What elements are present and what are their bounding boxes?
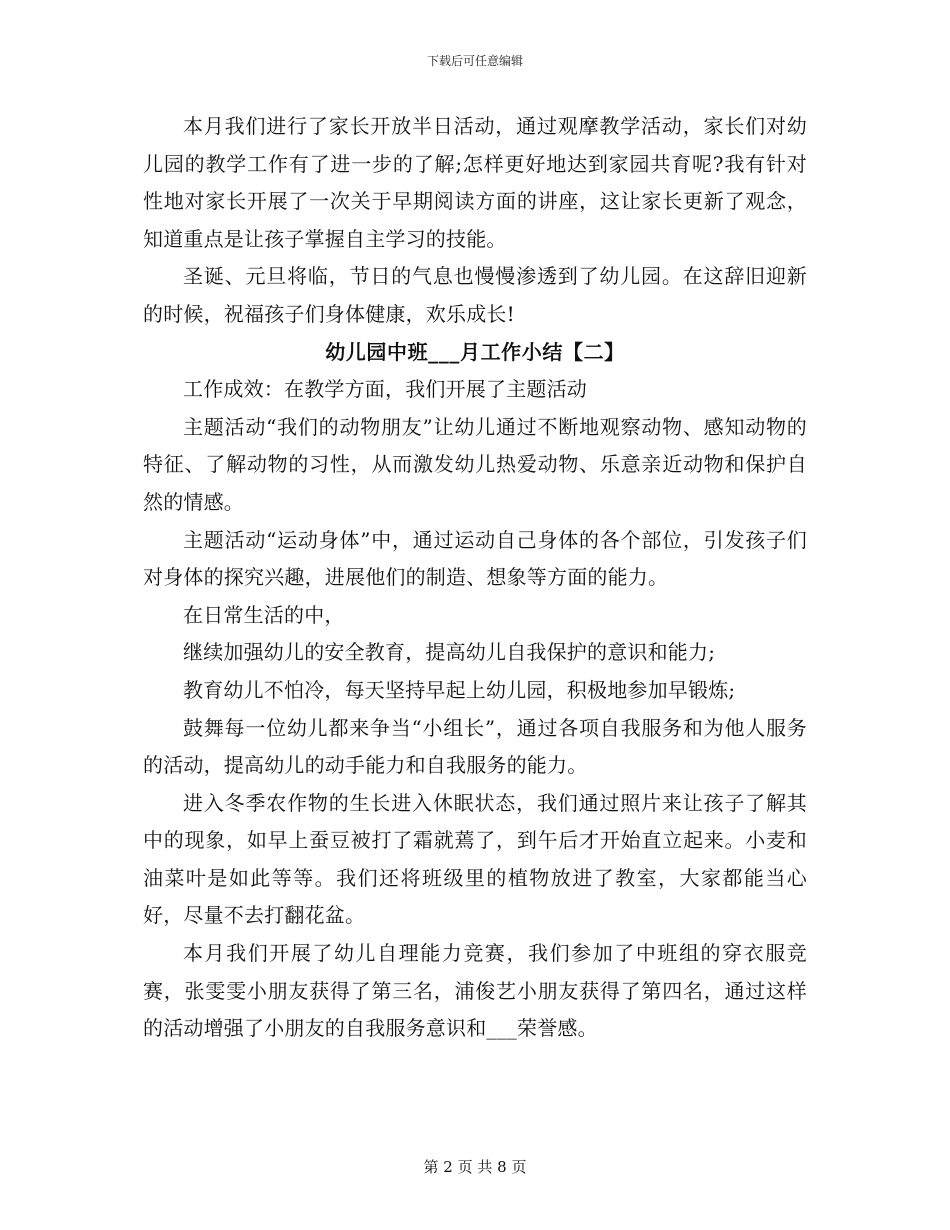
- page-footer: 第 2 页 共 8 页: [423, 1158, 527, 1176]
- paragraph-daily-life: 在日常生活的中，: [183, 602, 345, 627]
- document-body: [143, 108, 807, 1048]
- paragraph-self-care-competition: 本月我们开展了幼儿自理能力竞赛，我们参加了中班组的穿衣服竞赛，张雯雯小朋友获得了第三名，浦俊艺小朋友获得了第四名，通过这样的活动增强了小朋友的自我服务意识和___荣誉感。: [143, 941, 807, 1041]
- section-title: 幼儿园中班___月工作小结【二】: [325, 339, 625, 364]
- paragraph-holiday-greeting: 圣诞、元旦将临，节日的气息也慢慢渗透到了幼儿园。在这辞旧迎新的时候，祝福孩子们身体健康，欢乐成长!: [143, 264, 807, 326]
- paragraph-move-body: 主题活动“运动身体”中，通过运动自己身体的各个部位，引发孩子们对身体的探究兴趣，进展他们的制造、想象等方面的能力。: [143, 527, 807, 590]
- paragraph-safety-education: 继续加强幼儿的安全教育，提高幼儿自我保护的意识和能力;: [183, 640, 716, 665]
- paragraph-group-leader: 鼓舞每一位幼儿都来争当“小组长”，通过各项自我服务和为他人服务的活动，提高幼儿的动手能力和自我服务的能力。: [143, 715, 807, 778]
- paragraph-winter-crops: 进入冬季农作物的生长进入休眠状态，我们通过照片来让孩子了解其中的现象，如早上蚕豆被打了霜就蔫了，到午后才开始直立起来。小麦和油菜叶是如此等等。我们还将班级里的植物放进了教室，大家都能当心好，尽量不去打翻花盆。: [143, 790, 807, 928]
- paragraph-parent-open-day: 本月我们进行了家长开放半日活动，通过观摩教学活动，家长们对幼儿园的教学工作有了进一步的了解;怎样更好地达到家园共育呢?我有针对性地对家长开展了一次关于早期阅读方面的讲座，这让家长更新了观念，知道重点是让孩子掌握自主学习的技能。: [143, 114, 807, 251]
- paragraph-animal-friends: 主题活动“我们的动物朋友”让幼儿通过不断地观察动物、感知动物的特征、了解动物的习性，从而激发幼儿热爱动物、乐意亲近动物和保护自然的情感。: [143, 414, 807, 514]
- paragraph-work-results: 工作成效：在教学方面，我们开展了主题活动: [183, 377, 587, 402]
- paragraph-morning-exercise: 教育幼儿不怕冷，每天坚持早起上幼儿园，积极地参加早锻炼;: [183, 677, 736, 702]
- page-header: 下载后可任意编辑: [426, 54, 523, 68]
